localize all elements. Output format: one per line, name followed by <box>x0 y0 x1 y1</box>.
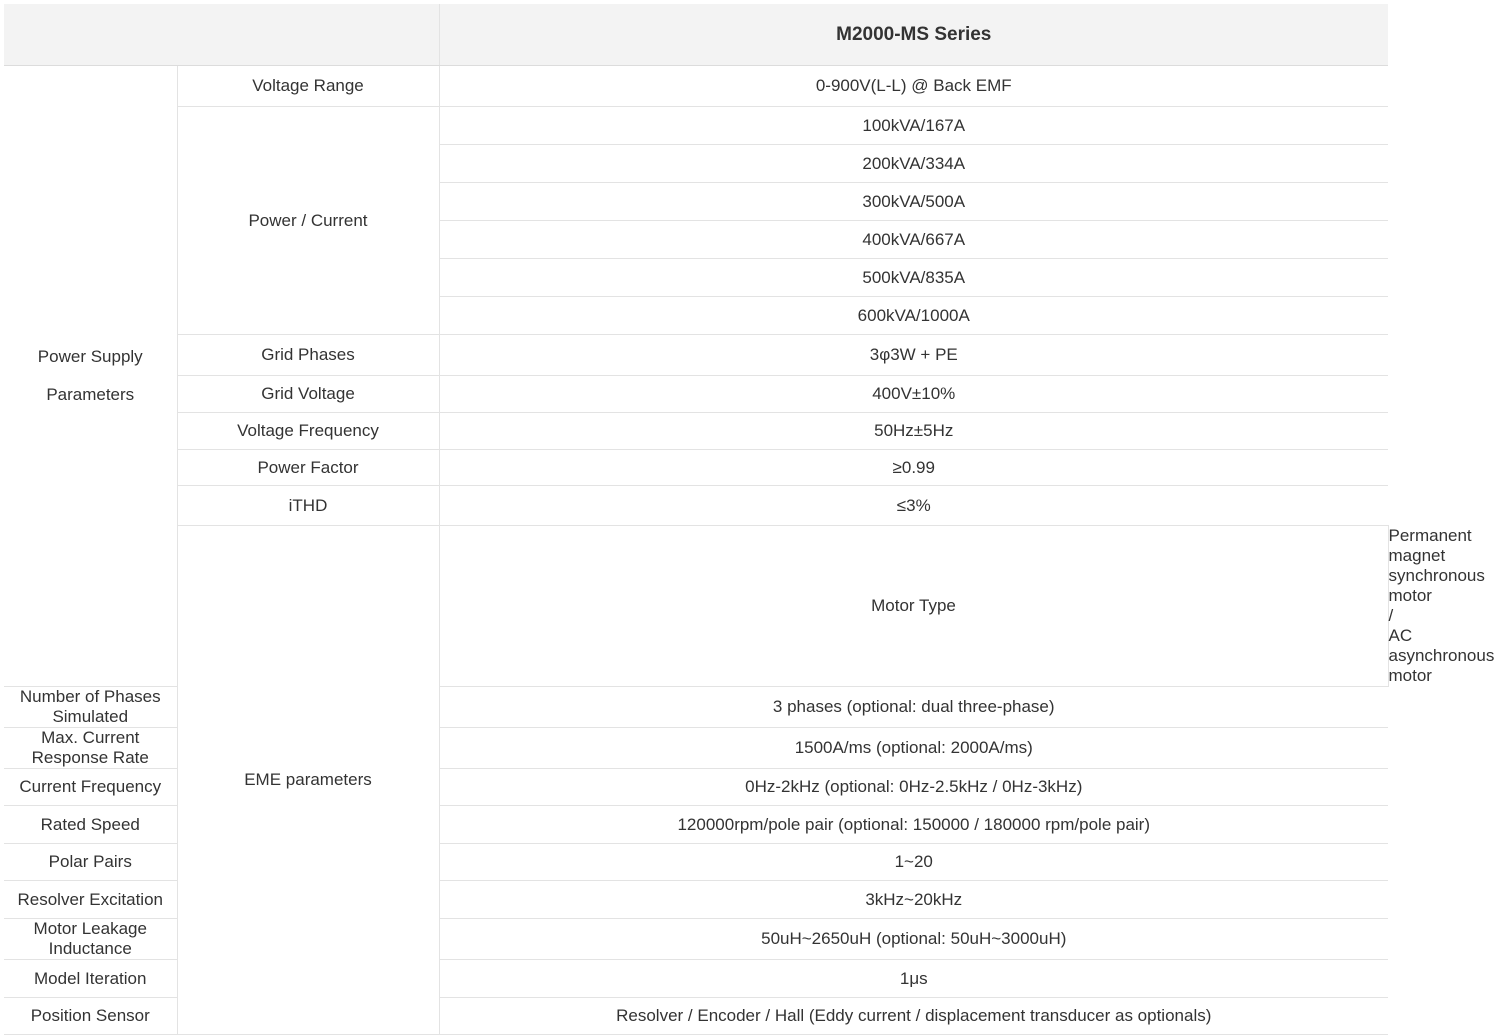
param-value: 400V±10% <box>439 376 1388 413</box>
param-label: Voltage Frequency <box>177 413 439 450</box>
param-label: Max. Current Response Rate <box>4 728 177 769</box>
param-value: 3 phases (optional: dual three-phase) <box>439 687 1388 728</box>
param-label: Number of Phases Simulated <box>4 687 177 728</box>
series-title: M2000-MS Series <box>439 4 1388 66</box>
param-value: ≥0.99 <box>439 450 1388 486</box>
header-row <box>4 4 1388 66</box>
param-label: Model Iteration <box>4 960 177 998</box>
param-value: 3φ3W + PE <box>439 335 1388 376</box>
param-value: 400kVA/667A <box>439 221 1388 259</box>
table-row <box>4 335 1388 376</box>
param-label: Grid Phases <box>177 335 439 376</box>
table-row <box>4 66 1388 107</box>
param-value: 1μs <box>439 960 1388 998</box>
param-label: Resolver Excitation <box>4 881 177 919</box>
param-label: Motor Leakage Inductance <box>4 919 177 960</box>
param-value: 200kVA/334A <box>439 145 1388 183</box>
param-label: Polar Pairs <box>4 844 177 881</box>
param-value: 0-900V(L-L) @ Back EMF <box>439 66 1388 107</box>
table-row <box>4 376 1388 413</box>
param-label: Position Sensor <box>4 998 177 1035</box>
param-label: Power / Current <box>177 107 439 335</box>
param-label: Rated Speed <box>4 806 177 844</box>
group-label-eme: EME parameters <box>177 526 439 1035</box>
param-label: Grid Voltage <box>177 376 439 413</box>
param-value: 1~20 <box>439 844 1388 881</box>
param-label: iTHD <box>177 486 439 526</box>
table-row: EME parameters Motor Type Permanent magnet synchronous motor / AC asynchronous motor <box>4 526 1388 687</box>
param-value: 120000rpm/pole pair (optional: 150000 / 180000 rpm/pole pair) <box>439 806 1388 844</box>
header-corner <box>4 4 439 66</box>
param-value: 1500A/ms (optional: 2000A/ms) <box>439 728 1388 769</box>
spec-table-container <box>4 4 1494 1035</box>
param-value: 100kVA/167A <box>439 107 1388 145</box>
param-label: Voltage Range <box>177 66 439 107</box>
param-value: 50uH~2650uH (optional: 50uH~3000uH) <box>439 919 1388 960</box>
param-value: 3kHz~20kHz <box>439 881 1388 919</box>
param-value: 0Hz-2kHz (optional: 0Hz-2.5kHz / 0Hz-3kHz) <box>439 769 1388 806</box>
param-label: Current Frequency <box>4 769 177 806</box>
param-label: Motor Type <box>439 526 1388 687</box>
spec-table <box>4 4 1494 1035</box>
param-value: 600kVA/1000A <box>439 297 1388 335</box>
param-value: 50Hz±5Hz <box>439 413 1388 450</box>
table-row <box>4 107 1388 145</box>
table-row <box>4 486 1388 526</box>
param-label: Power Factor <box>177 450 439 486</box>
group-label-power-supply: Power Supply Parameters <box>4 66 177 687</box>
table-row <box>4 413 1388 450</box>
param-value: ≤3% <box>439 486 1388 526</box>
param-value: 300kVA/500A <box>439 183 1388 221</box>
param-value: Resolver / Encoder / Hall (Eddy current / displacement transducer as optionals) <box>439 998 1388 1035</box>
table-row <box>4 450 1388 486</box>
param-value: 500kVA/835A <box>439 259 1388 297</box>
